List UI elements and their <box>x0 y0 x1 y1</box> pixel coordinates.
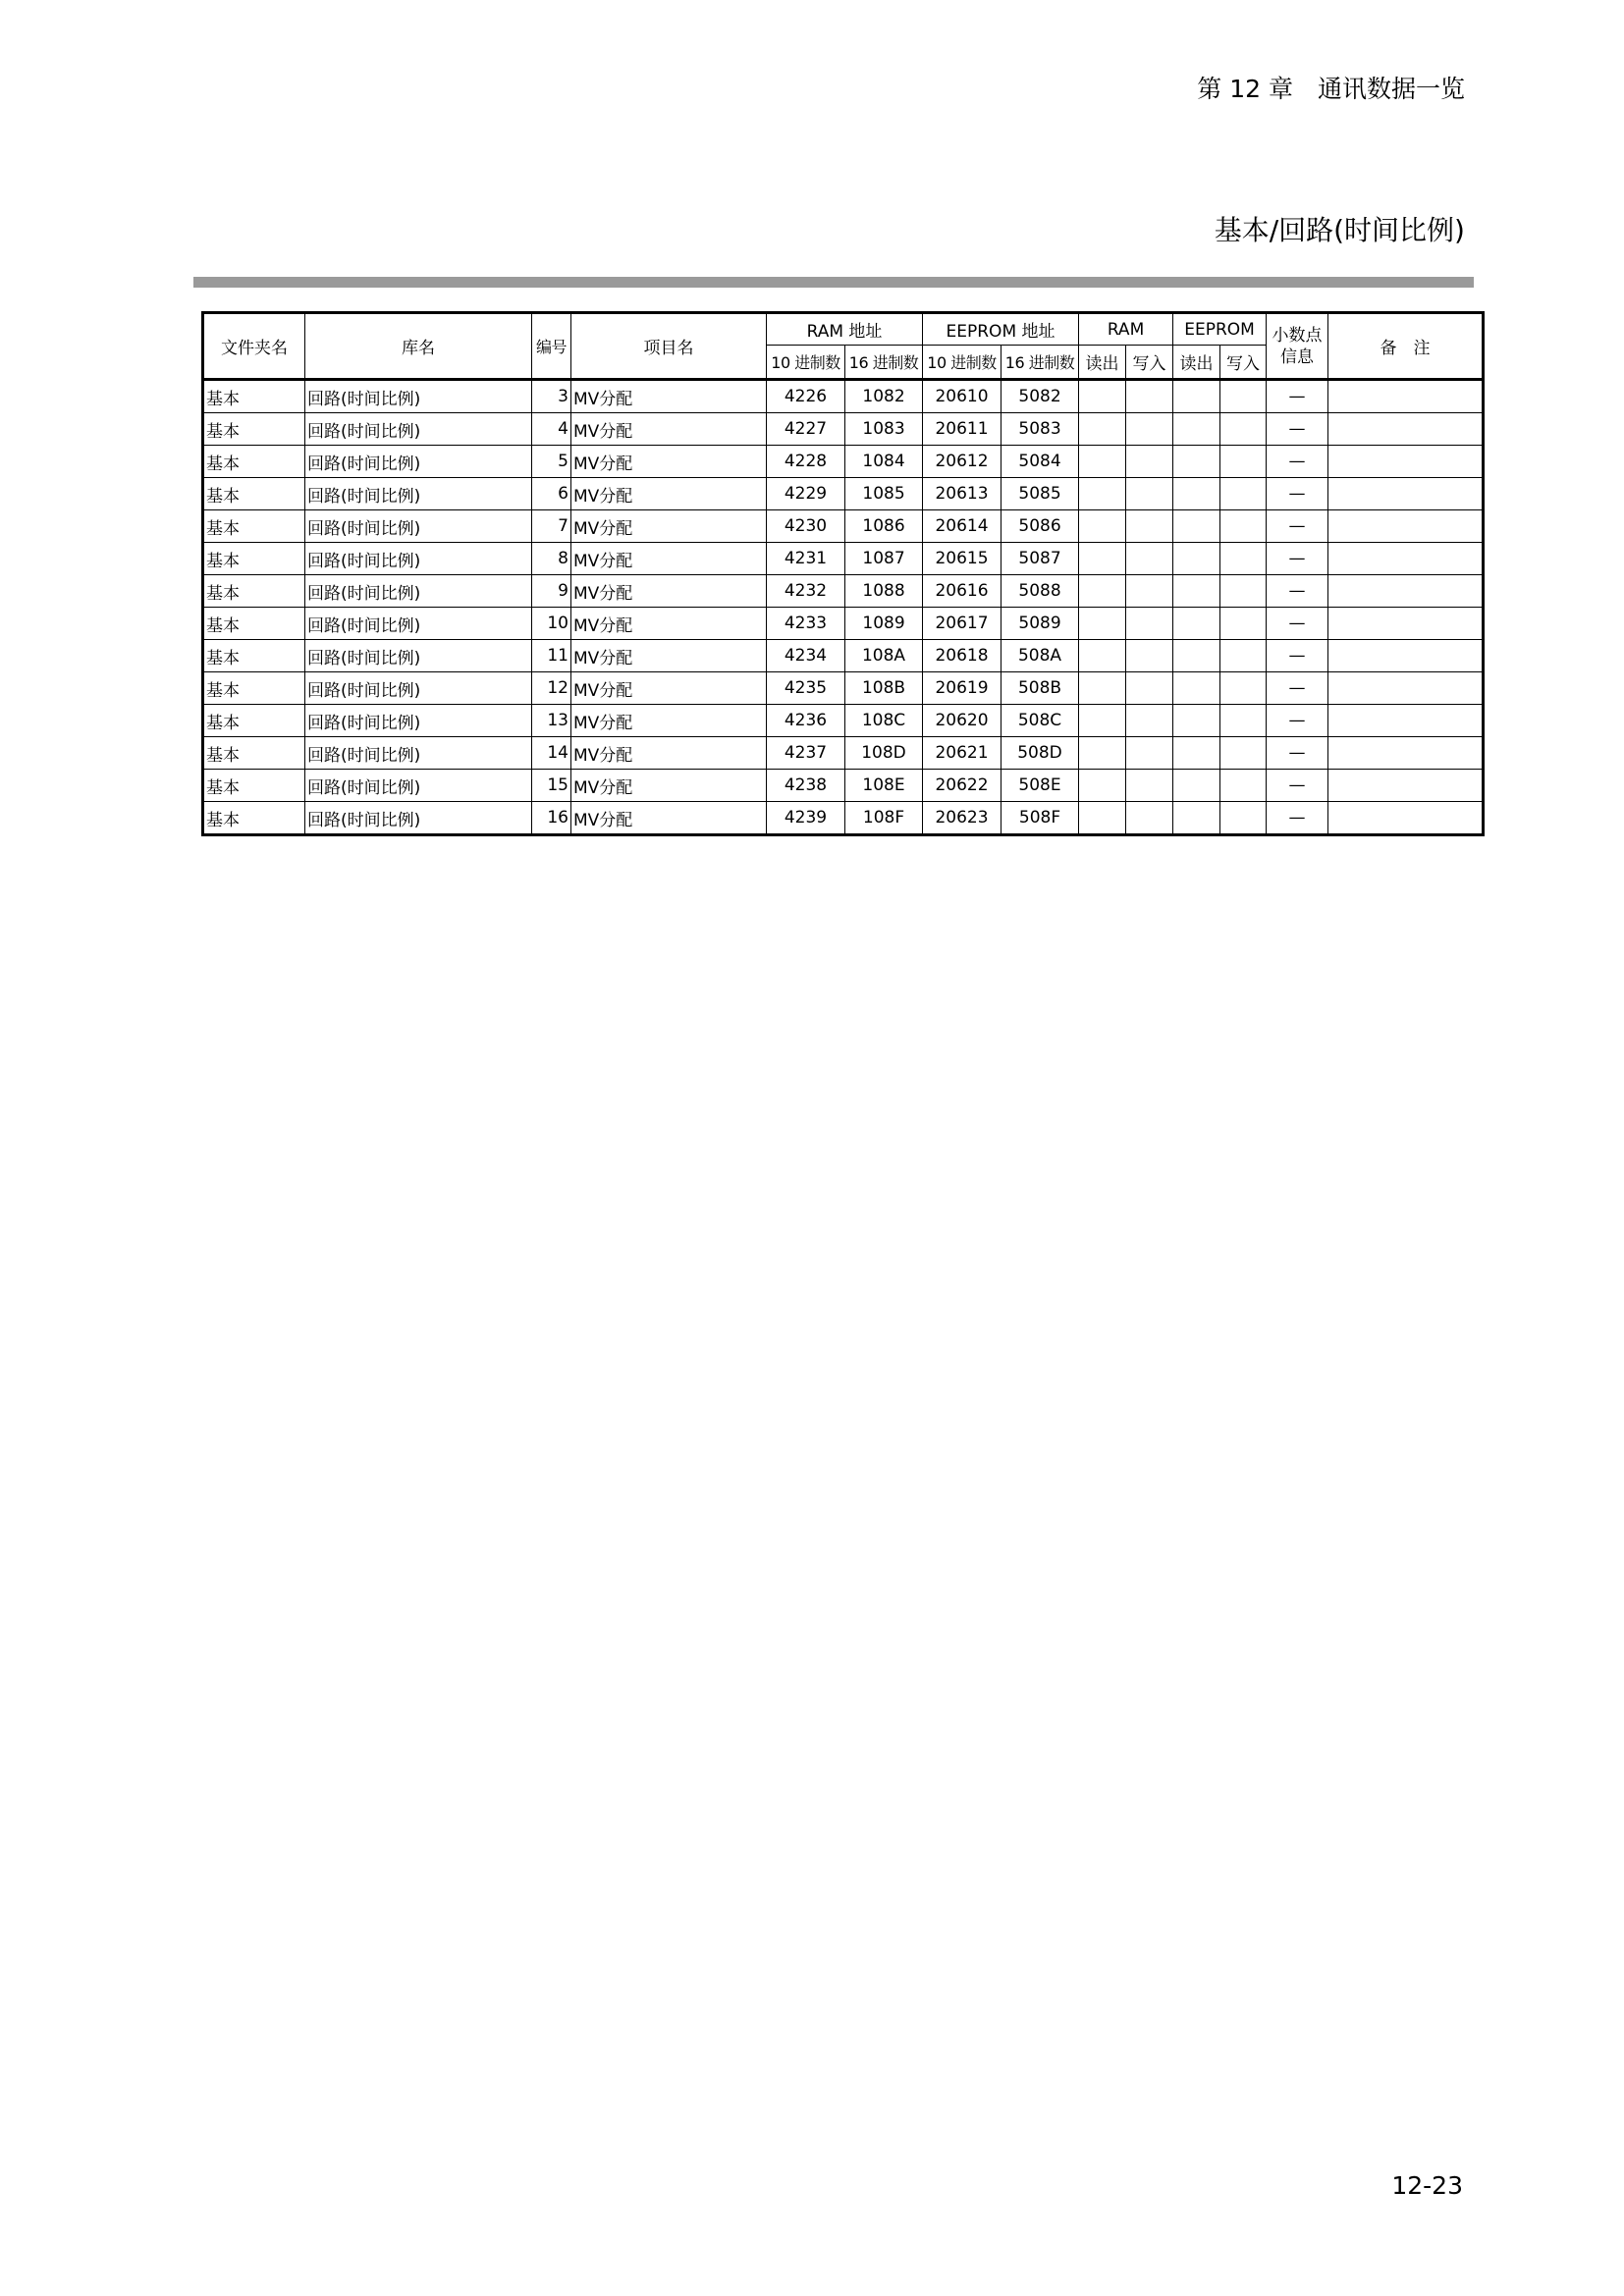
cell-eeprom-read <box>1173 672 1220 705</box>
cell-eeprom-write <box>1220 672 1267 705</box>
cell-ram-write <box>1126 575 1173 608</box>
cell-eeprom-write <box>1220 543 1267 575</box>
cell-number: 5 <box>532 446 571 478</box>
cell-library: 回路(时间比例) <box>305 802 532 835</box>
table-header <box>203 313 1484 380</box>
cell-library: 回路(时间比例) <box>305 413 532 446</box>
cell-eeprom-write <box>1220 510 1267 543</box>
cell-ram-read <box>1079 380 1126 413</box>
cell-ram-read <box>1079 413 1126 446</box>
cell-eeprom-hex: 5082 <box>1001 380 1079 413</box>
cell-eeprom-hex: 508D <box>1001 737 1079 770</box>
cell-eeprom-hex: 508A <box>1001 640 1079 672</box>
cell-item: MV分配 <box>571 380 767 413</box>
cell-library: 回路(时间比例) <box>305 543 532 575</box>
cell-eeprom-read <box>1173 413 1220 446</box>
cell-number: 7 <box>532 510 571 543</box>
header-ram-read: 读出 <box>1079 346 1126 380</box>
cell-folder: 基本 <box>203 446 305 478</box>
cell-ram-read <box>1079 802 1126 835</box>
cell-number: 4 <box>532 413 571 446</box>
cell-item: MV分配 <box>571 543 767 575</box>
cell-decimal-info: — <box>1267 413 1328 446</box>
cell-item: MV分配 <box>571 802 767 835</box>
cell-library: 回路(时间比例) <box>305 705 532 737</box>
cell-eeprom-hex: 5086 <box>1001 510 1079 543</box>
cell-ram-hex: 1085 <box>845 478 923 510</box>
cell-item: MV分配 <box>571 770 767 802</box>
cell-ram-dec: 4232 <box>767 575 845 608</box>
cell-number: 13 <box>532 705 571 737</box>
cell-item: MV分配 <box>571 672 767 705</box>
cell-ram-hex: 1082 <box>845 380 923 413</box>
header-ram: RAM <box>1079 313 1173 346</box>
cell-eeprom-hex: 508E <box>1001 770 1079 802</box>
cell-eeprom-write <box>1220 478 1267 510</box>
cell-ram-dec: 4235 <box>767 672 845 705</box>
cell-ram-dec: 4229 <box>767 478 845 510</box>
cell-folder: 基本 <box>203 737 305 770</box>
cell-library: 回路(时间比例) <box>305 737 532 770</box>
cell-ram-read <box>1079 705 1126 737</box>
cell-eeprom-hex: 5085 <box>1001 478 1079 510</box>
table-row <box>203 446 1484 478</box>
cell-ram-dec: 4230 <box>767 510 845 543</box>
cell-eeprom-dec: 20615 <box>923 543 1001 575</box>
cell-eeprom-dec: 20618 <box>923 640 1001 672</box>
cell-eeprom-write <box>1220 413 1267 446</box>
cell-remarks <box>1328 575 1484 608</box>
cell-decimal-info: — <box>1267 380 1328 413</box>
cell-ram-write <box>1126 413 1173 446</box>
cell-folder: 基本 <box>203 478 305 510</box>
cell-folder: 基本 <box>203 413 305 446</box>
cell-folder: 基本 <box>203 543 305 575</box>
cell-ram-dec: 4226 <box>767 380 845 413</box>
cell-eeprom-write <box>1220 770 1267 802</box>
cell-ram-hex: 108A <box>845 640 923 672</box>
cell-ram-read <box>1079 543 1126 575</box>
header-eeprom-address: EEPROM 地址 <box>923 313 1079 346</box>
table-row <box>203 380 1484 413</box>
cell-decimal-info: — <box>1267 770 1328 802</box>
cell-ram-hex: 1087 <box>845 543 923 575</box>
cell-eeprom-write <box>1220 608 1267 640</box>
header-folder: 文件夹名 <box>203 313 305 380</box>
cell-eeprom-dec: 20621 <box>923 737 1001 770</box>
cell-ram-write <box>1126 737 1173 770</box>
cell-eeprom-hex: 5083 <box>1001 413 1079 446</box>
cell-number: 3 <box>532 380 571 413</box>
cell-library: 回路(时间比例) <box>305 672 532 705</box>
cell-number: 10 <box>532 608 571 640</box>
table-row <box>203 413 1484 446</box>
cell-eeprom-dec: 20614 <box>923 510 1001 543</box>
header-remarks: 备 注 <box>1328 313 1484 380</box>
cell-number: 8 <box>532 543 571 575</box>
cell-ram-write <box>1126 672 1173 705</box>
cell-eeprom-write <box>1220 575 1267 608</box>
table-row <box>203 575 1484 608</box>
cell-item: MV分配 <box>571 478 767 510</box>
cell-ram-hex: 1084 <box>845 446 923 478</box>
cell-number: 6 <box>532 478 571 510</box>
cell-remarks <box>1328 543 1484 575</box>
cell-eeprom-dec: 20620 <box>923 705 1001 737</box>
cell-ram-write <box>1126 543 1173 575</box>
cell-ram-dec: 4233 <box>767 608 845 640</box>
header-library: 库名 <box>305 313 532 380</box>
cell-decimal-info: — <box>1267 672 1328 705</box>
cell-number: 12 <box>532 672 571 705</box>
cell-folder: 基本 <box>203 672 305 705</box>
cell-eeprom-dec: 20617 <box>923 608 1001 640</box>
cell-library: 回路(时间比例) <box>305 478 532 510</box>
cell-number: 9 <box>532 575 571 608</box>
cell-eeprom-read <box>1173 802 1220 835</box>
cell-item: MV分配 <box>571 640 767 672</box>
cell-decimal-info: — <box>1267 705 1328 737</box>
cell-eeprom-read <box>1173 478 1220 510</box>
cell-item: MV分配 <box>571 510 767 543</box>
cell-ram-hex: 1086 <box>845 510 923 543</box>
cell-ram-hex: 1089 <box>845 608 923 640</box>
header-eeprom: EEPROM <box>1173 313 1267 346</box>
cell-eeprom-hex: 5084 <box>1001 446 1079 478</box>
cell-remarks <box>1328 478 1484 510</box>
cell-remarks <box>1328 608 1484 640</box>
cell-remarks <box>1328 510 1484 543</box>
cell-ram-write <box>1126 802 1173 835</box>
cell-ram-hex: 108B <box>845 672 923 705</box>
cell-decimal-info: — <box>1267 575 1328 608</box>
cell-ram-dec: 4237 <box>767 737 845 770</box>
cell-folder: 基本 <box>203 510 305 543</box>
cell-ram-read <box>1079 672 1126 705</box>
header-eeprom-dec: 10 进制数 <box>923 346 1001 380</box>
cell-eeprom-dec: 20613 <box>923 478 1001 510</box>
cell-eeprom-hex: 508B <box>1001 672 1079 705</box>
table-row <box>203 640 1484 672</box>
cell-ram-write <box>1126 608 1173 640</box>
cell-remarks <box>1328 802 1484 835</box>
cell-remarks <box>1328 446 1484 478</box>
cell-remarks <box>1328 380 1484 413</box>
cell-folder: 基本 <box>203 640 305 672</box>
cell-ram-write <box>1126 705 1173 737</box>
header-ram-write: 写入 <box>1126 346 1173 380</box>
cell-ram-hex: 1083 <box>845 413 923 446</box>
cell-decimal-info: — <box>1267 802 1328 835</box>
section-divider <box>193 277 1474 288</box>
cell-ram-write <box>1126 510 1173 543</box>
cell-eeprom-read <box>1173 446 1220 478</box>
cell-ram-hex: 108F <box>845 802 923 835</box>
cell-item: MV分配 <box>571 446 767 478</box>
cell-ram-dec: 4228 <box>767 446 845 478</box>
table-row <box>203 478 1484 510</box>
cell-eeprom-dec: 20610 <box>923 380 1001 413</box>
cell-eeprom-read <box>1173 705 1220 737</box>
cell-ram-read <box>1079 575 1126 608</box>
cell-eeprom-read <box>1173 380 1220 413</box>
cell-eeprom-dec: 20612 <box>923 446 1001 478</box>
cell-eeprom-read <box>1173 575 1220 608</box>
cell-eeprom-write <box>1220 737 1267 770</box>
table-row <box>203 510 1484 543</box>
cell-ram-read <box>1079 770 1126 802</box>
cell-ram-read <box>1079 446 1126 478</box>
cell-decimal-info: — <box>1267 446 1328 478</box>
cell-ram-write <box>1126 446 1173 478</box>
cell-ram-dec: 4238 <box>767 770 845 802</box>
cell-ram-read <box>1079 478 1126 510</box>
cell-decimal-info: — <box>1267 640 1328 672</box>
cell-decimal-info: — <box>1267 510 1328 543</box>
cell-ram-read <box>1079 737 1126 770</box>
cell-library: 回路(时间比例) <box>305 608 532 640</box>
header-ram-hex: 16 进制数 <box>845 346 923 380</box>
cell-item: MV分配 <box>571 608 767 640</box>
cell-folder: 基本 <box>203 770 305 802</box>
cell-library: 回路(时间比例) <box>305 380 532 413</box>
table-row <box>203 802 1484 835</box>
header-decimal-info: 小数点信息 <box>1267 313 1328 380</box>
header-item: 项目名 <box>571 313 767 380</box>
cell-ram-dec: 4231 <box>767 543 845 575</box>
cell-number: 14 <box>532 737 571 770</box>
cell-number: 15 <box>532 770 571 802</box>
cell-folder: 基本 <box>203 380 305 413</box>
cell-ram-write <box>1126 640 1173 672</box>
cell-eeprom-read <box>1173 608 1220 640</box>
cell-ram-write <box>1126 770 1173 802</box>
cell-eeprom-write <box>1220 802 1267 835</box>
cell-ram-write <box>1126 380 1173 413</box>
cell-eeprom-dec: 20611 <box>923 413 1001 446</box>
cell-folder: 基本 <box>203 608 305 640</box>
cell-library: 回路(时间比例) <box>305 446 532 478</box>
cell-library: 回路(时间比例) <box>305 575 532 608</box>
header-eeprom-read: 读出 <box>1173 346 1220 380</box>
cell-decimal-info: — <box>1267 543 1328 575</box>
cell-eeprom-write <box>1220 640 1267 672</box>
chapter-header: 第 12 章 通讯数据一览 <box>1197 75 1465 103</box>
cell-remarks <box>1328 770 1484 802</box>
cell-eeprom-dec: 20622 <box>923 770 1001 802</box>
cell-eeprom-write <box>1220 380 1267 413</box>
cell-eeprom-read <box>1173 510 1220 543</box>
cell-ram-read <box>1079 608 1126 640</box>
table-row <box>203 608 1484 640</box>
cell-number: 16 <box>532 802 571 835</box>
cell-eeprom-hex: 508C <box>1001 705 1079 737</box>
cell-remarks <box>1328 737 1484 770</box>
cell-item: MV分配 <box>571 737 767 770</box>
cell-ram-hex: 1088 <box>845 575 923 608</box>
cell-eeprom-read <box>1173 543 1220 575</box>
cell-eeprom-write <box>1220 446 1267 478</box>
cell-remarks <box>1328 705 1484 737</box>
page-number: 12-23 <box>1391 2171 1463 2200</box>
cell-ram-read <box>1079 510 1126 543</box>
header-number: 编号 <box>532 313 571 380</box>
section-title: 基本/回路(时间比例) <box>1214 214 1465 246</box>
cell-ram-read <box>1079 640 1126 672</box>
header-eeprom-write: 写入 <box>1220 346 1267 380</box>
cell-ram-hex: 108E <box>845 770 923 802</box>
cell-library: 回路(时间比例) <box>305 770 532 802</box>
cell-ram-hex: 108D <box>845 737 923 770</box>
cell-ram-dec: 4227 <box>767 413 845 446</box>
cell-item: MV分配 <box>571 413 767 446</box>
cell-eeprom-dec: 20616 <box>923 575 1001 608</box>
table-body <box>203 380 1484 835</box>
table-row <box>203 543 1484 575</box>
cell-item: MV分配 <box>571 575 767 608</box>
cell-eeprom-dec: 20619 <box>923 672 1001 705</box>
cell-library: 回路(时间比例) <box>305 640 532 672</box>
cell-eeprom-hex: 508F <box>1001 802 1079 835</box>
cell-decimal-info: — <box>1267 608 1328 640</box>
cell-folder: 基本 <box>203 575 305 608</box>
cell-eeprom-hex: 5089 <box>1001 608 1079 640</box>
cell-ram-dec: 4239 <box>767 802 845 835</box>
header-eeprom-hex: 16 进制数 <box>1001 346 1079 380</box>
table-row <box>203 770 1484 802</box>
cell-eeprom-read <box>1173 640 1220 672</box>
table-row <box>203 737 1484 770</box>
cell-remarks <box>1328 413 1484 446</box>
cell-folder: 基本 <box>203 705 305 737</box>
table-row <box>203 705 1484 737</box>
cell-ram-dec: 4236 <box>767 705 845 737</box>
cell-eeprom-dec: 20623 <box>923 802 1001 835</box>
cell-item: MV分配 <box>571 705 767 737</box>
cell-library: 回路(时间比例) <box>305 510 532 543</box>
cell-folder: 基本 <box>203 802 305 835</box>
cell-ram-write <box>1126 478 1173 510</box>
cell-eeprom-read <box>1173 737 1220 770</box>
cell-remarks <box>1328 672 1484 705</box>
header-ram-dec: 10 进制数 <box>767 346 845 380</box>
cell-eeprom-hex: 5088 <box>1001 575 1079 608</box>
cell-decimal-info: — <box>1267 737 1328 770</box>
communication-data-table <box>201 311 1485 836</box>
cell-eeprom-read <box>1173 770 1220 802</box>
header-ram-address: RAM 地址 <box>767 313 923 346</box>
cell-decimal-info: — <box>1267 478 1328 510</box>
table-row <box>203 672 1484 705</box>
cell-number: 11 <box>532 640 571 672</box>
cell-remarks <box>1328 640 1484 672</box>
cell-ram-hex: 108C <box>845 705 923 737</box>
cell-ram-dec: 4234 <box>767 640 845 672</box>
cell-eeprom-hex: 5087 <box>1001 543 1079 575</box>
cell-eeprom-write <box>1220 705 1267 737</box>
